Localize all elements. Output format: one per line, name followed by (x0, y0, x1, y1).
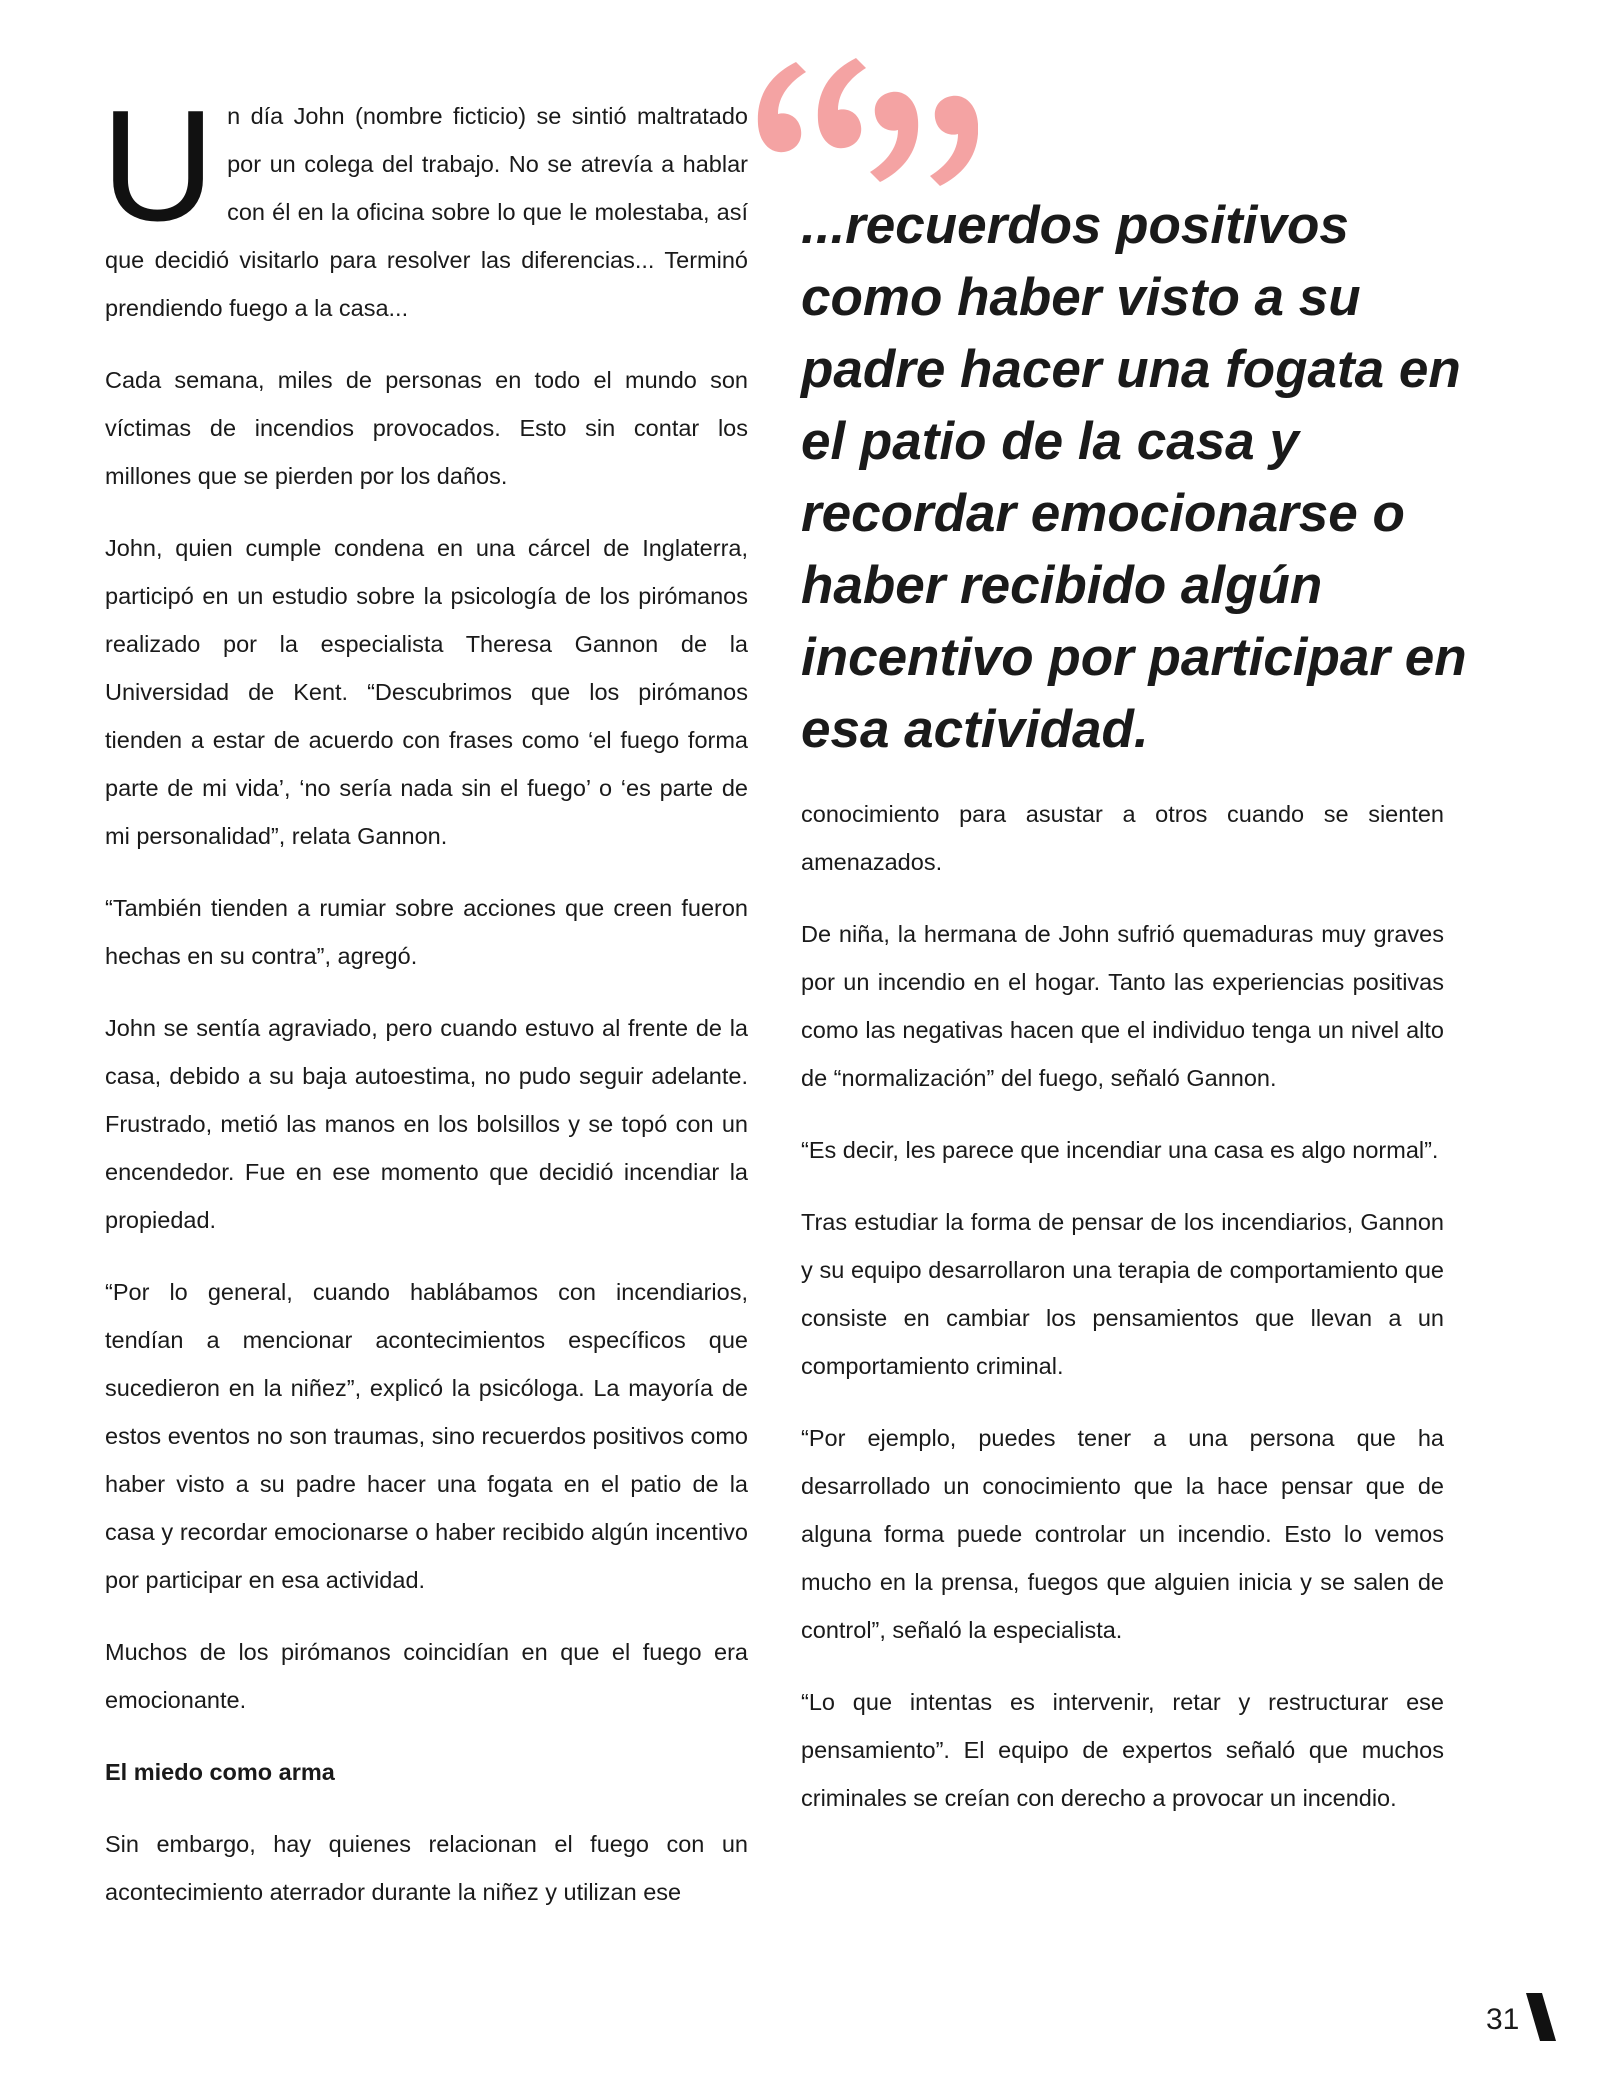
paragraph: De niña, la hermana de John sufrió quemaduras muy graves por un incendio en el hogar. Tanto las experiencias positivas como las negativas hacen que el individuo tenga un nivel alto de “normalización” del fuego, señaló Gannon. (801, 921, 1444, 1091)
right-column (801, 790, 1444, 1846)
paragraph: “También tienden a rumiar sobre acciones que creen fueron hechas en su contra”, agregó. (105, 895, 748, 969)
paragraph-text: n día John (nombre ficticio) se sintió maltratado por un colega del trabajo. No se atrevía a hablar con él en la oficina sobre lo que le molestaba, así que decidió visitarlo para resolver las diferencias... Terminó prendiendo fuego a la casa... (105, 103, 748, 321)
left-column (101, 78, 748, 1940)
page-corner-mark-icon (1524, 1993, 1556, 2041)
quote-marks-icon (748, 52, 978, 202)
paragraph: Muchos de los pirómanos coincidían en que el fuego era emocionante. (105, 1639, 748, 1713)
paragraph: Sin embargo, hay quienes relacionan el fuego con un acontecimiento aterrador durante la niñez y utilizan ese (105, 1831, 748, 1905)
paragraph: John se sentía agraviado, pero cuando estuvo al frente de la casa, debido a su baja autoestima, no pudo seguir adelante. Frustrado, metió las manos en los bolsillos y se topó con un encendedor. Fue en ese momento que decidió incendiar la propiedad. (105, 1015, 748, 1233)
paragraph: “Por ejemplo, puedes tener a una persona que ha desarrollado un conocimiento que la hace pensar que de alguna forma puede controlar un incendio. Esto lo vemos mucho en la prensa, fuegos que alguien inicia y se salen de control”, señaló la especialista. (801, 1425, 1444, 1643)
paragraph: “Lo que intentas es intervenir, retar y restructurar ese pensamiento”. El equipo de expertos señaló que muchos criminales se creían con derecho a provocar un incendio. (801, 1689, 1444, 1811)
paragraph: “Es decir, les parece que incendiar una casa es algo normal”. (801, 1137, 1439, 1163)
paragraph: “Por lo general, cuando hablábamos con incendiarios, tendían a mencionar acontecimientos específicos que sucedieron en la niñez”, explicó la psicóloga. La mayoría de estos eventos no son traumas, sino recuerdos positivos como haber visto a su padre hacer una fogata en el patio de la casa y recordar emocionarse o haber recibido algún incentivo por participar en esa actividad. (105, 1279, 748, 1593)
drop-cap: U (101, 78, 216, 254)
paragraph: Cada semana, miles de personas en todo el mundo son víctimas de incendios provocados. Esto sin contar los millones que se pierden por los daños. (105, 367, 748, 489)
paragraph (101, 78, 748, 332)
paragraph: conocimiento para asustar a otros cuando se sienten amenazados. (801, 801, 1444, 875)
quote-marks-shape (758, 58, 978, 186)
paragraph: Tras estudiar la forma de pensar de los incendiarios, Gannon y su equipo desarrollaron una terapia de comportamiento que consiste en cambiar los pensamientos que llevan a un comportamiento criminal. (801, 1209, 1444, 1379)
section-subheading: El miedo como arma (105, 1759, 335, 1785)
pull-quote: ...recuerdos positivos como haber visto a su padre hacer una fogata en el patio de la casa y recordar emocionarse o haber recibido algún incentivo por participar en esa actividad. (801, 196, 1467, 759)
paragraph: John, quien cumple condena en una cárcel de Inglaterra, participó en un estudio sobre la psicología de los pirómanos realizado por la especialista Theresa Gannon de la Universidad de Kent. “Descubrimos que los pirómanos tienden a estar de acuerdo con frases como ‘el fuego forma parte de mi vida’, ‘no sería nada sin el fuego’ o ‘es parte de mi personalidad”, relata Gannon. (105, 535, 748, 849)
page-number: 31 (1486, 2003, 1520, 2036)
